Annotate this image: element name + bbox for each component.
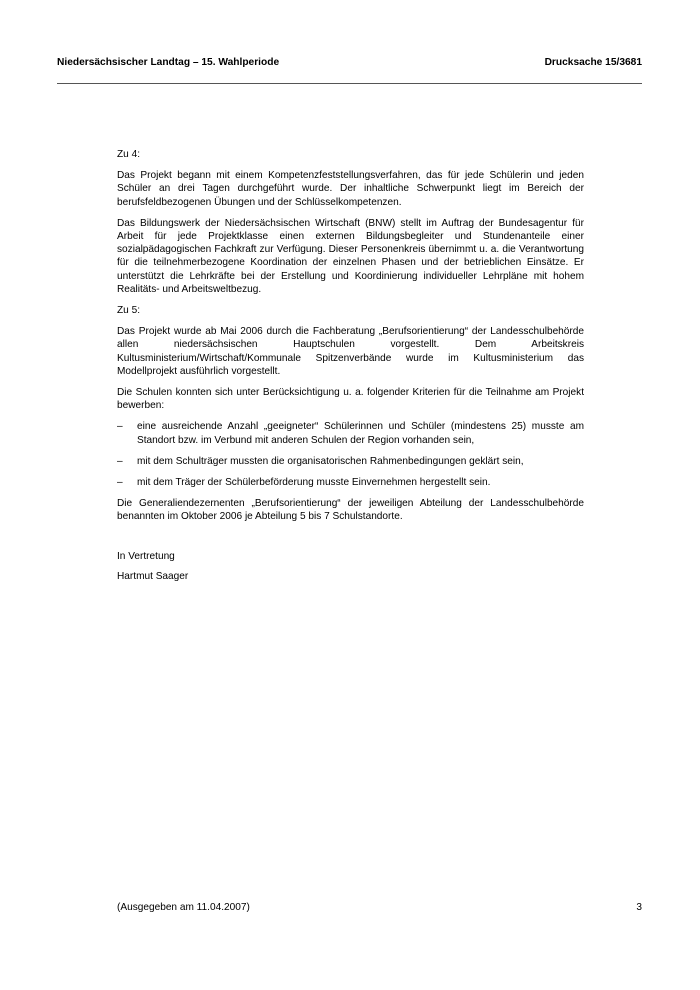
section-heading-4: Zu 4: <box>117 149 141 160</box>
signature-name: Hartmut Saager <box>117 570 189 582</box>
header-divider <box>57 83 642 84</box>
list-dash: – <box>117 477 123 489</box>
list-dash: – <box>117 455 123 467</box>
page-number: 3 <box>636 902 642 913</box>
paragraph-3: Das Projekt wurde ab Mai 2006 durch die Fachberatung „Berufsorientierung“ der Landesschulbehörde allen niedersächsischen Hauptschulen vorgestellt. Dem Arbeitskreis Kultusministerium/Wirtschaft/Kommunale Spitzenverbände wurde im Kultusministerium das Modellprojekt ausführlich vorgestellt. <box>117 326 584 377</box>
header-parliament-title: Niedersächsischer Landtag – 15. Wahlperiode <box>57 57 280 68</box>
page-header <box>57 57 642 73</box>
list-item <box>117 455 584 468</box>
paragraph-4: Die Schulen konnten sich unter Berücksichtigung u. a. folgender Kriterien für die Teilnahme am Projekt bewerben: <box>117 387 584 412</box>
list-dash: – <box>117 421 123 433</box>
list-item-text: eine ausreichende Anzahl „geeigneter“ Schülerinnen und Schüler (mindestens 25) musste am Standort bzw. im Verbund mit anderen Schulen der Region vorhanden sein, <box>137 421 584 446</box>
list-item <box>117 420 584 446</box>
document-body <box>117 148 584 590</box>
list-item-text: mit dem Schulträger mussten die organisatorischen Rahmenbedingungen geklärt sein, <box>137 455 524 467</box>
list-item-text: mit dem Träger der Schülerbeförderung musste Einvernehmen hergestellt sein. <box>137 477 491 489</box>
header-document-number: Drucksache 15/3681 <box>544 57 642 68</box>
list-item <box>117 476 584 489</box>
paragraph-1: Das Projekt begann mit einem Kompetenzfeststellungsverfahren, das für jede Schülerin und jeden Schüler an drei Tagen durchgeführt wurde. Der inhaltliche Schwerpunkt liegt im Bereich der berufsfeldbezogenen Übungen und der Schlüsselkompetenzen. <box>117 170 584 208</box>
signature-block <box>117 550 584 583</box>
paragraph-2: Das Bildungswerk der Niedersächsischen Wirtschaft (BNW) stellt im Auftrag der Bundesagentur für Arbeit für jede Projektklasse einen externen Bildungsbegleiter und Stundenanteile einer sozialpädagogischen Fachkraft zur Verfügung. Dieser Personenkreis übernimmt u. a. die Verantwortung für die teilnehmerbezogene Koordination der einzelnen Phasen und der betrieblichen Einsätze. Er unterstützt die Lehrkräfte bei der Erstellung und Koordinierung individueller Lehrpläne mit hohem Realitäts- und Arbeitsweltbezug. <box>117 217 584 295</box>
signature-representation: In Vertretung <box>117 550 175 562</box>
paragraph-5: Die Generaliendezernenten „Berufsorientierung“ der jeweiligen Abteilung der Landesschulbehörde benannten im Oktober 2006 je Abteilung 5 bis 7 Schulstandorte. <box>117 498 584 523</box>
footer-issue-date: (Ausgegeben am 11.04.2007) <box>117 902 250 913</box>
section-heading-5: Zu 5: <box>117 305 141 317</box>
